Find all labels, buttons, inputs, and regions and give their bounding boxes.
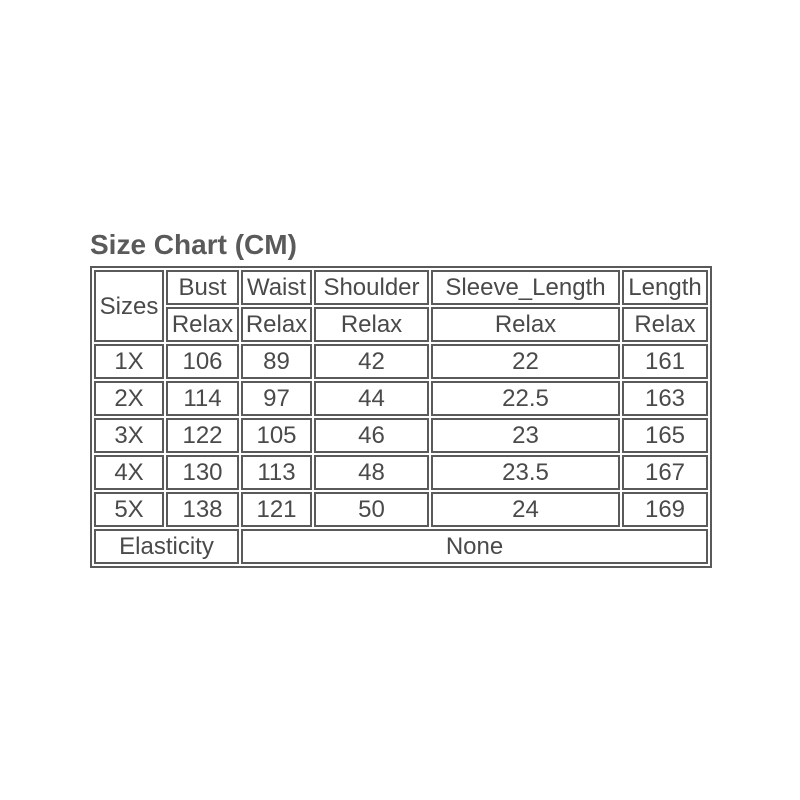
- sleeve-length-cell: 22: [431, 344, 620, 379]
- bust-cell: 138: [166, 492, 239, 527]
- subheader-length: Relax: [622, 307, 708, 342]
- column-header-shoulder: Shoulder: [314, 270, 429, 305]
- size-cell: 4X: [94, 455, 164, 490]
- subheader-row: [94, 307, 708, 342]
- header-row: [94, 270, 708, 305]
- shoulder-cell: 48: [314, 455, 429, 490]
- size-chart-table: [90, 266, 712, 568]
- subheader-shoulder: Relax: [314, 307, 429, 342]
- shoulder-cell: 44: [314, 381, 429, 416]
- size-cell: 5X: [94, 492, 164, 527]
- sleeve-length-cell: 24: [431, 492, 620, 527]
- sleeve-length-cell: 22.5: [431, 381, 620, 416]
- waist-cell: 113: [241, 455, 312, 490]
- bust-cell: 122: [166, 418, 239, 453]
- sleeve-length-cell: 23: [431, 418, 620, 453]
- waist-cell: 89: [241, 344, 312, 379]
- shoulder-cell: 50: [314, 492, 429, 527]
- column-header-waist: Waist: [241, 270, 312, 305]
- table-row: [94, 381, 708, 416]
- table-row: [94, 418, 708, 453]
- bust-cell: 106: [166, 344, 239, 379]
- column-header-sleeve-length: Sleeve_Length: [431, 270, 620, 305]
- length-cell: 163: [622, 381, 708, 416]
- sizes-header: Sizes: [94, 270, 164, 342]
- waist-cell: 121: [241, 492, 312, 527]
- subheader-bust: Relax: [166, 307, 239, 342]
- length-cell: 169: [622, 492, 708, 527]
- shoulder-cell: 42: [314, 344, 429, 379]
- elasticity-row: [94, 529, 708, 564]
- elasticity-label: Elasticity: [94, 529, 239, 564]
- size-chart-title: Size Chart (CM): [90, 229, 297, 260]
- subheader-sleeve-length: Relax: [431, 307, 620, 342]
- length-cell: 167: [622, 455, 708, 490]
- waist-cell: 105: [241, 418, 312, 453]
- bust-cell: 130: [166, 455, 239, 490]
- size-cell: 1X: [94, 344, 164, 379]
- length-cell: 165: [622, 418, 708, 453]
- table-row: [94, 455, 708, 490]
- length-cell: 161: [622, 344, 708, 379]
- elasticity-value: None: [241, 529, 708, 564]
- table-row: [94, 492, 708, 527]
- column-header-bust: Bust: [166, 270, 239, 305]
- size-cell: 3X: [94, 418, 164, 453]
- bust-cell: 114: [166, 381, 239, 416]
- size-cell: 2X: [94, 381, 164, 416]
- shoulder-cell: 46: [314, 418, 429, 453]
- sleeve-length-cell: 23.5: [431, 455, 620, 490]
- waist-cell: 97: [241, 381, 312, 416]
- subheader-waist: Relax: [241, 307, 312, 342]
- column-header-length: Length: [622, 270, 708, 305]
- table-row: [94, 344, 708, 379]
